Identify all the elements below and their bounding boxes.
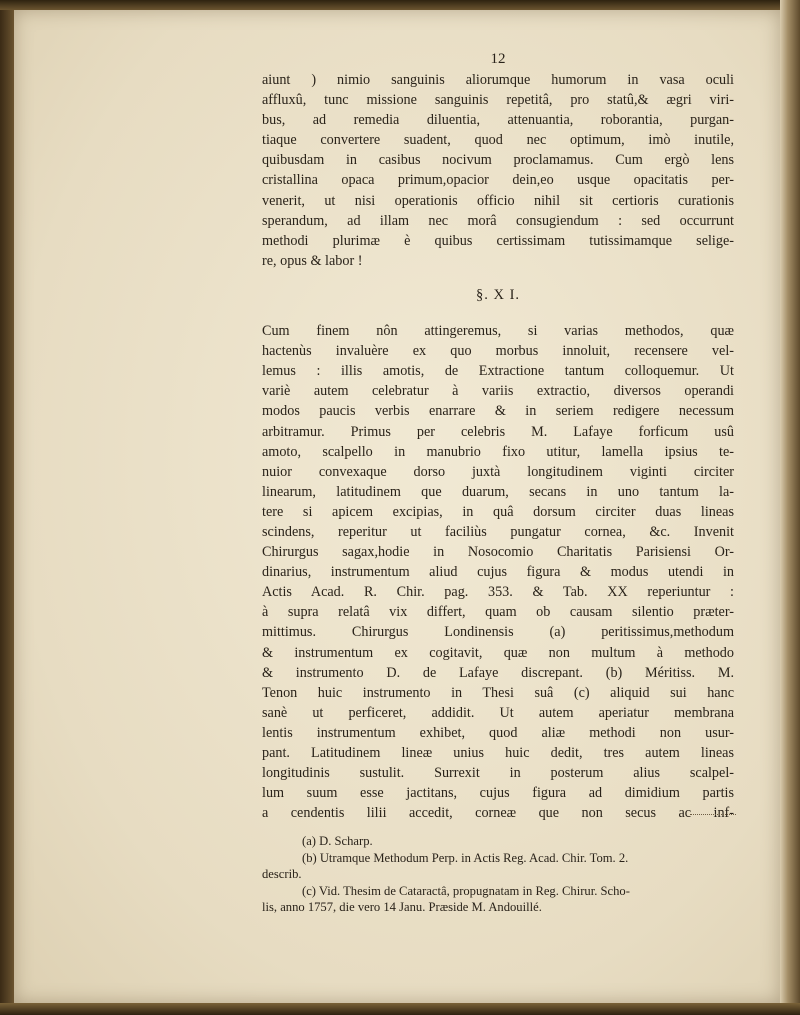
intro-paragraph xyxy=(262,70,734,271)
text-line: methodi plurimæ è quibus certissimam tutissimamque selige- xyxy=(262,232,734,249)
text-line: modos paucis verbis enarrare & in seriem redigere necessum xyxy=(262,403,734,420)
text-line: & instrumentum ex cogitavit, quæ non multum à methodo xyxy=(262,644,734,661)
text-line: affluxû, tunc missione sanguinis repetitâ, pro statû,& ægri viri- xyxy=(262,92,734,109)
text-line: nuior convexaque dorso juxtà longitudinem viginti circiter xyxy=(262,463,734,480)
text-line: bus, ad remedia diluentia, attenuantia, roborantia, purgan- xyxy=(262,112,734,129)
text-line: Tenon huic instrumento in Thesi suâ (c) aliquid sui hanc xyxy=(262,684,734,701)
page-top-edge xyxy=(0,0,800,10)
text-line: hactenùs invaluère ex quo morbus innoluit, recensere vel- xyxy=(262,343,734,360)
page-text-block xyxy=(262,50,734,916)
text-line: pant. Latitudinem lineæ unius huic dedit, tres autem lineas xyxy=(262,745,734,761)
text-line: linearum, latitudinem que duarum, secans in uno tantum la- xyxy=(262,483,734,500)
text-line: quibusdam in casibus nocivum proclamamus. Cum ergò lens xyxy=(262,152,734,169)
footnote-continuation: lis, anno 1757, die vero 14 Janu. Præside M. Andouillé. xyxy=(262,900,542,915)
footnotes xyxy=(262,833,734,916)
page-number: 12 xyxy=(490,51,506,67)
page-bottom-edge xyxy=(0,1003,800,1015)
text-line: a cendentis lilii accedit, corneæ que non secus ac inf- xyxy=(262,805,734,822)
text-line: lentis instrumentum exhibet, quod aliæ methodi non usur- xyxy=(262,724,734,741)
text-line: venerit, ut nisi operationis officio nihil sit certioris curationis xyxy=(262,192,734,209)
page-tail-mark xyxy=(690,812,736,815)
page-fore-edge-right xyxy=(780,0,800,1015)
text-line: re, opus & labor ! xyxy=(262,252,363,269)
footnote: (a) D. Scharp. xyxy=(302,834,373,849)
text-line: longitudinis sustulit. Surrexit in posterum alius scalpel- xyxy=(262,765,734,782)
footnote: (b) Utramque Methodum Perp. in Actis Reg. Acad. Chir. Tom. 2. xyxy=(302,850,629,865)
text-line: tere si apicem excipias, in quâ dorsum circiter duas lineas xyxy=(262,503,734,520)
text-line: à supra relatâ vix differt, quam ob causam silentio præter- xyxy=(262,604,734,621)
book-spine-left xyxy=(0,0,14,1015)
text-line: mittimus. Chirurgus Londinensis (a) peritissimus,methodum xyxy=(262,624,734,641)
text-line: dinarius, instrumentum aliud cujus figura & modus utendi in xyxy=(262,564,734,581)
text-line: amoto, scalpello in manubrio fixo utitur, lamella ipsius te- xyxy=(262,443,734,460)
body-paragraph xyxy=(262,321,734,823)
text-line: sanè ut perficeret, addidit. Ut autem aperiatur membrana xyxy=(262,704,734,721)
section-heading: §. X I. xyxy=(475,286,521,303)
text-line: scindens, reperitur ut faciliùs pungatur cornea, &c. Invenit xyxy=(262,523,734,540)
text-line: lum suum esse jactitans, cujus figura ad dimidium partis xyxy=(262,785,734,802)
footnote: (c) Vid. Thesim de Cataractâ, propugnatam in Reg. Chirur. Scho- xyxy=(302,883,630,898)
text-line: sperandum, ad illam nec morâ consugiendum : sed occurrunt xyxy=(262,212,734,229)
text-line: Chirurgus sagax,hodie in Nosocomio Charitatis Parisiensi Or- xyxy=(262,544,734,561)
text-line: Actis Acad. R. Chir. pag. 353. & Tab. XX reperiuntur : xyxy=(262,584,734,601)
text-line: Cum finem nôn attingeremus, si varias methodos, quæ xyxy=(262,323,734,340)
footnote-continuation: describ. xyxy=(262,867,302,882)
text-line: & instrumento D. de Lafaye discrepant. (b) Méritiss. M. xyxy=(262,664,734,681)
text-line: cristallina opaca primum,opacior dein,eo usque opacitatis per- xyxy=(262,172,734,189)
text-line: tiaque convertere suadent, quod nec optimum, imò inutile, xyxy=(262,132,734,149)
text-line: variè autem celebratur à variis extractio, diversos operandi xyxy=(262,383,734,400)
text-line: lemus : illis amotis, de Extractione tantum colloquemur. Ut xyxy=(262,363,734,380)
text-line: arbitramur. Primus per celebris M. Lafaye forficum usû xyxy=(262,423,734,440)
text-line: aiunt ) nimio sanguinis aliorumque humorum in vasa oculi xyxy=(262,72,734,88)
